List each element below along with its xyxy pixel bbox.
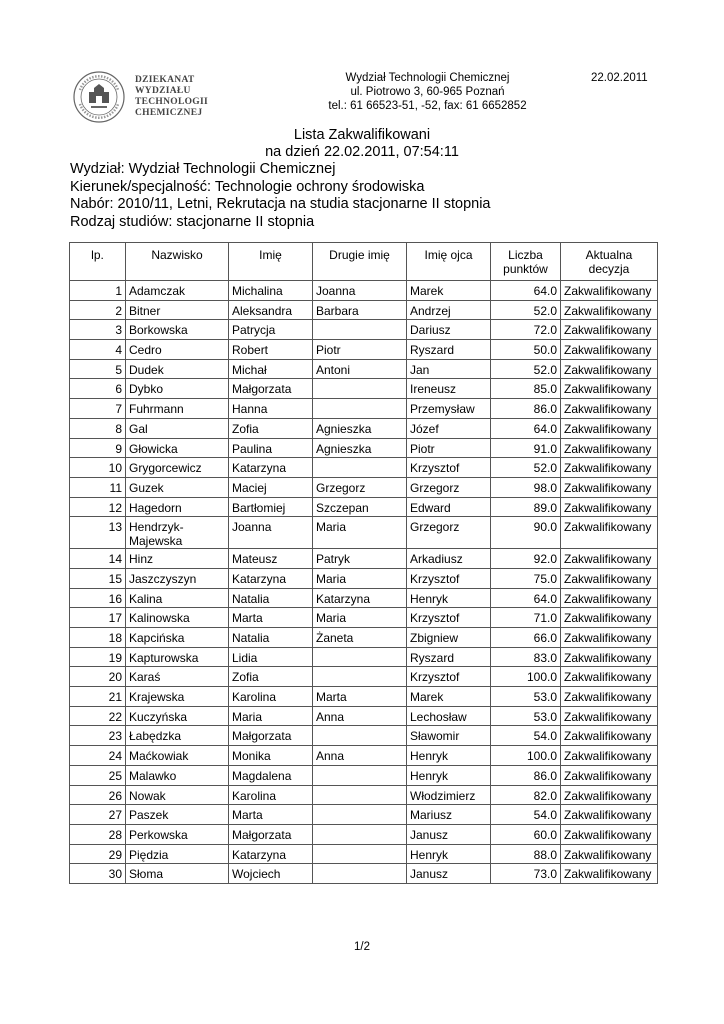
cell-imie-ojca: Przemysław [407, 399, 491, 419]
cell-lp: 14 [70, 549, 126, 569]
cell-imie-ojca: Krzysztof [407, 568, 491, 588]
cell-drugie-imie: Marta [313, 687, 407, 707]
col-header-punkty: Liczba punktów [491, 243, 561, 281]
cell-punkty: 100.0 [491, 667, 561, 687]
cell-imie-ojca: Dariusz [407, 320, 491, 340]
cell-imie-ojca: Ryszard [407, 647, 491, 667]
cell-decyzja: Zakwalifikowany [561, 746, 658, 766]
cell-nazwisko: Maćkowiak [126, 746, 229, 766]
cell-decyzja: Zakwalifikowany [561, 588, 658, 608]
cell-nazwisko: Fuhrmann [126, 399, 229, 419]
cell-nazwisko: Cedro [126, 340, 229, 360]
cell-lp: 13 [70, 517, 126, 549]
cell-decyzja: Zakwalifikowany [561, 726, 658, 746]
table-row [70, 785, 658, 805]
cell-lp: 1 [70, 281, 126, 301]
cell-lp: 16 [70, 588, 126, 608]
cell-imie-ojca: Henryk [407, 765, 491, 785]
cell-punkty: 54.0 [491, 805, 561, 825]
cell-punkty: 88.0 [491, 844, 561, 864]
cell-nazwisko: Paszek [126, 805, 229, 825]
cell-imie: Katarzyna [229, 568, 313, 588]
cell-nazwisko: Piędzia [126, 844, 229, 864]
cell-nazwisko: Karaś [126, 667, 229, 687]
cell-imie-ojca: Józef [407, 418, 491, 438]
table-row [70, 647, 658, 667]
table-row [70, 340, 658, 360]
cell-imie-ojca: Andrzej [407, 300, 491, 320]
cell-drugie-imie: Maria [313, 568, 407, 588]
cell-imie-ojca: Krzysztof [407, 608, 491, 628]
cell-punkty: 86.0 [491, 765, 561, 785]
cell-drugie-imie [313, 647, 407, 667]
cell-imie-ojca: Włodzimierz [407, 785, 491, 805]
info-wydzial: Wydział: Wydział Technologii Chemicznej [70, 161, 336, 177]
cell-imie: Karolina [229, 687, 313, 707]
cell-decyzja: Zakwalifikowany [561, 568, 658, 588]
cell-drugie-imie: Patryk [313, 549, 407, 569]
cell-punkty: 52.0 [491, 359, 561, 379]
cell-lp: 25 [70, 765, 126, 785]
cell-decyzja: Zakwalifikowany [561, 359, 658, 379]
logo-line: WYDZIAŁU [135, 86, 191, 96]
list-title-line1: Lista Zakwalifikowani [293, 127, 431, 143]
cell-imie: Zofia [229, 667, 313, 687]
table-row [70, 824, 658, 844]
cell-drugie-imie: Antoni [313, 359, 407, 379]
cell-lp: 22 [70, 706, 126, 726]
cell-punkty: 54.0 [491, 726, 561, 746]
cell-drugie-imie: Agnieszka [313, 418, 407, 438]
cell-punkty: 98.0 [491, 477, 561, 497]
cell-punkty: 53.0 [491, 706, 561, 726]
cell-lp: 21 [70, 687, 126, 707]
cell-decyzja: Zakwalifikowany [561, 785, 658, 805]
table-row [70, 588, 658, 608]
cell-decyzja: Zakwalifikowany [561, 399, 658, 419]
cell-imie-ojca: Edward [407, 497, 491, 517]
cell-decyzja: Zakwalifikowany [561, 667, 658, 687]
cell-nazwisko: Hagedorn [126, 497, 229, 517]
faculty-header [290, 71, 565, 113]
cell-imie: Małgorzata [229, 824, 313, 844]
cell-imie-ojca: Henryk [407, 588, 491, 608]
cell-lp: 2 [70, 300, 126, 320]
cell-imie: Michalina [229, 281, 313, 301]
cell-imie-ojca: Henryk [407, 844, 491, 864]
cell-drugie-imie: Szczepan [313, 497, 407, 517]
cell-drugie-imie [313, 765, 407, 785]
cell-punkty: 64.0 [491, 588, 561, 608]
cell-nazwisko: Słoma [126, 864, 229, 884]
cell-lp: 29 [70, 844, 126, 864]
cell-punkty: 53.0 [491, 687, 561, 707]
recruitment-info [70, 161, 491, 231]
cell-imie: Natalia [229, 588, 313, 608]
cell-decyzja: Zakwalifikowany [561, 549, 658, 569]
cell-drugie-imie: Maria [313, 517, 407, 549]
table-row [70, 517, 658, 549]
table-row [70, 477, 658, 497]
cell-decyzja: Zakwalifikowany [561, 628, 658, 648]
table-row [70, 765, 658, 785]
cell-imie: Magdalena [229, 765, 313, 785]
cell-imie-ojca: Marek [407, 687, 491, 707]
logo-line: TECHNOLOGII [135, 97, 208, 107]
cell-imie: Mateusz [229, 549, 313, 569]
cell-lp: 11 [70, 477, 126, 497]
cell-lp: 6 [70, 379, 126, 399]
cell-imie-ojca: Sławomir [407, 726, 491, 746]
cell-lp: 19 [70, 647, 126, 667]
table-row [70, 687, 658, 707]
cell-punkty: 90.0 [491, 517, 561, 549]
cell-nazwisko: Kuczyńska [126, 706, 229, 726]
cell-nazwisko: Kalina [126, 588, 229, 608]
cell-lp: 23 [70, 726, 126, 746]
table-row [70, 549, 658, 569]
cell-imie: Wojciech [229, 864, 313, 884]
cell-lp: 17 [70, 608, 126, 628]
cell-nazwisko: Kalinowska [126, 608, 229, 628]
table-row [70, 805, 658, 825]
cell-punkty: 100.0 [491, 746, 561, 766]
table-row [70, 458, 658, 478]
cell-decyzja: Zakwalifikowany [561, 458, 658, 478]
cell-punkty: 83.0 [491, 647, 561, 667]
logo-line: CHEMICZNEJ [135, 108, 203, 118]
cell-nazwisko: Dybko [126, 379, 229, 399]
table-row [70, 320, 658, 340]
table-row [70, 497, 658, 517]
cell-imie: Maciej [229, 477, 313, 497]
cell-decyzja: Zakwalifikowany [561, 608, 658, 628]
cell-drugie-imie: Żaneta [313, 628, 407, 648]
dean-office-logo-text [135, 75, 208, 119]
faculty-seal-logo [72, 70, 132, 124]
cell-imie: Bartłomiej [229, 497, 313, 517]
cell-decyzja: Zakwalifikowany [561, 418, 658, 438]
cell-decyzja: Zakwalifikowany [561, 281, 658, 301]
cell-imie-ojca: Grzegorz [407, 517, 491, 549]
cell-nazwisko: Krajewska [126, 687, 229, 707]
cell-nazwisko: Borkowska [126, 320, 229, 340]
cell-decyzja: Zakwalifikowany [561, 379, 658, 399]
col-header-decyzja: Aktualna decyzja [561, 243, 658, 281]
cell-lp: 28 [70, 824, 126, 844]
cell-nazwisko: Guzek [126, 477, 229, 497]
cell-nazwisko: Grygorcewicz [126, 458, 229, 478]
table-row [70, 628, 658, 648]
cell-decyzja: Zakwalifikowany [561, 805, 658, 825]
table-row [70, 281, 658, 301]
table-row [70, 300, 658, 320]
cell-imie-ojca: Zbigniew [407, 628, 491, 648]
cell-imie: Michał [229, 359, 313, 379]
table-row [70, 844, 658, 864]
cell-nazwisko: Nowak [126, 785, 229, 805]
cell-imie-ojca: Piotr [407, 438, 491, 458]
cell-drugie-imie [313, 320, 407, 340]
info-kierunek: Kierunek/specjalność: Technologie ochrony środowiska [70, 178, 425, 195]
cell-lp: 4 [70, 340, 126, 360]
cell-decyzja: Zakwalifikowany [561, 320, 658, 340]
cell-imie-ojca: Krzysztof [407, 667, 491, 687]
cell-punkty: 64.0 [491, 418, 561, 438]
table-row [70, 568, 658, 588]
table-row [70, 359, 658, 379]
qualified-students-table [69, 242, 658, 884]
cell-imie-ojca: Ireneusz [407, 379, 491, 399]
cell-drugie-imie: Katarzyna [313, 588, 407, 608]
table-row [70, 379, 658, 399]
cell-drugie-imie: Anna [313, 746, 407, 766]
cell-nazwisko: Gal [126, 418, 229, 438]
cell-imie-ojca: Jan [407, 359, 491, 379]
cell-punkty: 82.0 [491, 785, 561, 805]
cell-imie: Maria [229, 706, 313, 726]
cell-punkty: 86.0 [491, 399, 561, 419]
cell-punkty: 72.0 [491, 320, 561, 340]
list-title-line2: na dzień 22.02.2011, 07:54:11 [265, 143, 459, 160]
cell-drugie-imie: Piotr [313, 340, 407, 360]
cell-drugie-imie [313, 844, 407, 864]
cell-drugie-imie [313, 726, 407, 746]
cell-punkty: 89.0 [491, 497, 561, 517]
cell-lp: 15 [70, 568, 126, 588]
col-header-imie: Imię [229, 243, 313, 281]
cell-imie: Marta [229, 805, 313, 825]
cell-decyzja: Zakwalifikowany [561, 864, 658, 884]
cell-punkty: 50.0 [491, 340, 561, 360]
cell-imie-ojca: Mariusz [407, 805, 491, 825]
table-row [70, 608, 658, 628]
table-row [70, 864, 658, 884]
cell-imie: Małgorzata [229, 379, 313, 399]
cell-decyzja: Zakwalifikowany [561, 477, 658, 497]
col-header-lp: lp. [70, 243, 126, 281]
cell-nazwisko: Kapcińska [126, 628, 229, 648]
cell-punkty: 73.0 [491, 864, 561, 884]
faculty-address: ul. Piotrowo 3, 60-965 Poznań [350, 86, 505, 98]
cell-punkty: 66.0 [491, 628, 561, 648]
cell-lp: 7 [70, 399, 126, 419]
cell-lp: 5 [70, 359, 126, 379]
cell-imie: Patrycja [229, 320, 313, 340]
cell-punkty: 85.0 [491, 379, 561, 399]
cell-punkty: 52.0 [491, 300, 561, 320]
page-number: 1/2 [354, 941, 370, 953]
cell-nazwisko: Głowicka [126, 438, 229, 458]
cell-drugie-imie: Barbara [313, 300, 407, 320]
cell-imie-ojca: Grzegorz [407, 477, 491, 497]
cell-nazwisko: Malawko [126, 765, 229, 785]
cell-decyzja: Zakwalifikowany [561, 765, 658, 785]
cell-nazwisko: Łabędzka [126, 726, 229, 746]
document-date: 22.02.2011 [591, 72, 648, 84]
cell-imie: Hanna [229, 399, 313, 419]
cell-punkty: 71.0 [491, 608, 561, 628]
cell-decyzja: Zakwalifikowany [561, 706, 658, 726]
cell-imie-ojca: Ryszard [407, 340, 491, 360]
cell-drugie-imie [313, 864, 407, 884]
list-title [200, 127, 524, 160]
cell-nazwisko: Perkowska [126, 824, 229, 844]
cell-imie: Lidia [229, 647, 313, 667]
cell-lp: 18 [70, 628, 126, 648]
cell-decyzja: Zakwalifikowany [561, 340, 658, 360]
cell-imie: Aleksandra [229, 300, 313, 320]
cell-decyzja: Zakwalifikowany [561, 647, 658, 667]
cell-imie: Paulina [229, 438, 313, 458]
cell-imie: Katarzyna [229, 844, 313, 864]
cell-lp: 20 [70, 667, 126, 687]
cell-drugie-imie [313, 458, 407, 478]
cell-decyzja: Zakwalifikowany [561, 844, 658, 864]
cell-drugie-imie [313, 379, 407, 399]
cell-nazwisko: Jaszczyszyn [126, 568, 229, 588]
cell-imie: Zofia [229, 418, 313, 438]
info-nabor: Nabór: 2010/11, Letni, Rekrutacja na studia stacjonarne II stopnia [70, 196, 491, 212]
cell-drugie-imie: Grzegorz [313, 477, 407, 497]
table-row [70, 418, 658, 438]
cell-lp: 8 [70, 418, 126, 438]
cell-lp: 30 [70, 864, 126, 884]
cell-drugie-imie [313, 785, 407, 805]
cell-lp: 12 [70, 497, 126, 517]
cell-imie-ojca: Henryk [407, 746, 491, 766]
cell-decyzja: Zakwalifikowany [561, 497, 658, 517]
table-row [70, 746, 658, 766]
info-rodzaj: Rodzaj studiów: stacjonarne II stopnia [70, 213, 315, 230]
cell-nazwisko: Kapturowska [126, 647, 229, 667]
table-row [70, 726, 658, 746]
cell-punkty: 92.0 [491, 549, 561, 569]
faculty-name: Wydział Technologii Chemicznej [345, 72, 510, 84]
col-header-nazwisko: Nazwisko [126, 243, 229, 281]
cell-imie: Marta [229, 608, 313, 628]
cell-imie-ojca: Krzysztof [407, 458, 491, 478]
cell-drugie-imie [313, 399, 407, 419]
cell-lp: 9 [70, 438, 126, 458]
cell-decyzja: Zakwalifikowany [561, 517, 658, 549]
cell-drugie-imie [313, 667, 407, 687]
cell-decyzja: Zakwalifikowany [561, 824, 658, 844]
cell-imie: Karolina [229, 785, 313, 805]
cell-drugie-imie: Agnieszka [313, 438, 407, 458]
table-row [70, 667, 658, 687]
cell-decyzja: Zakwalifikowany [561, 687, 658, 707]
cell-drugie-imie: Joanna [313, 281, 407, 301]
cell-drugie-imie: Anna [313, 706, 407, 726]
faculty-phone: tel.: 61 66523-51, -52, fax: 61 6652852 [328, 100, 527, 112]
cell-punkty: 75.0 [491, 568, 561, 588]
table-header-row [70, 243, 658, 281]
cell-imie: Monika [229, 746, 313, 766]
cell-punkty: 91.0 [491, 438, 561, 458]
cell-punkty: 52.0 [491, 458, 561, 478]
cell-lp: 27 [70, 805, 126, 825]
cell-nazwisko: Bitner [126, 300, 229, 320]
logo-line: DZIEKANAT [135, 75, 195, 85]
cell-punkty: 60.0 [491, 824, 561, 844]
cell-imie-ojca: Arkadiusz [407, 549, 491, 569]
cell-imie-ojca: Janusz [407, 824, 491, 844]
cell-nazwisko: Adamczak [126, 281, 229, 301]
cell-nazwisko: Hendrzyk-Majewska [126, 517, 229, 549]
cell-drugie-imie: Maria [313, 608, 407, 628]
cell-nazwisko: Hinz [126, 549, 229, 569]
col-header-imie-ojca: Imię ojca [407, 243, 491, 281]
cell-imie: Joanna [229, 517, 313, 549]
cell-imie: Katarzyna [229, 458, 313, 478]
table-row [70, 399, 658, 419]
cell-punkty: 64.0 [491, 281, 561, 301]
cell-imie: Robert [229, 340, 313, 360]
cell-nazwisko: Dudek [126, 359, 229, 379]
table-row [70, 706, 658, 726]
cell-drugie-imie [313, 805, 407, 825]
cell-imie-ojca: Janusz [407, 864, 491, 884]
cell-lp: 24 [70, 746, 126, 766]
cell-drugie-imie [313, 824, 407, 844]
cell-imie-ojca: Marek [407, 281, 491, 301]
table-row [70, 438, 658, 458]
cell-imie-ojca: Lechosław [407, 706, 491, 726]
cell-lp: 10 [70, 458, 126, 478]
cell-decyzja: Zakwalifikowany [561, 438, 658, 458]
cell-imie: Małgorzata [229, 726, 313, 746]
cell-imie: Natalia [229, 628, 313, 648]
cell-lp: 3 [70, 320, 126, 340]
cell-decyzja: Zakwalifikowany [561, 300, 658, 320]
col-header-drugie-imie: Drugie imię [313, 243, 407, 281]
cell-lp: 26 [70, 785, 126, 805]
